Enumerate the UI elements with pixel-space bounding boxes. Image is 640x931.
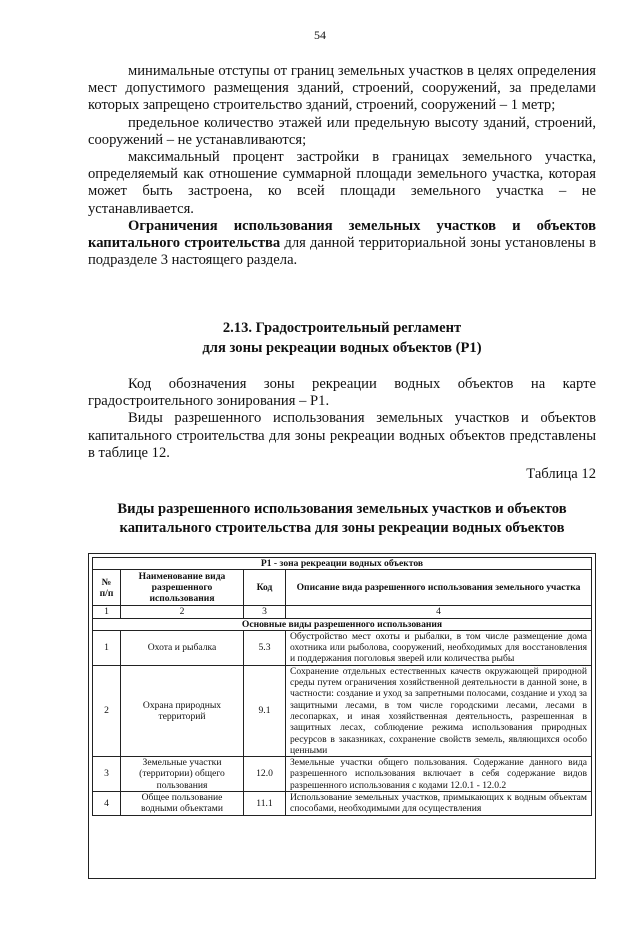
section-heading-line1: 2.13. Градостроительный регламент bbox=[222, 320, 462, 336]
section-row bbox=[93, 618, 592, 630]
row-name: Охрана природных территорий bbox=[121, 665, 244, 756]
row-code: 5.3 bbox=[244, 630, 286, 665]
row-desc: Земельные участки общего пользования. Содержание данного вида разрешенного использования включает в себя содержание видов разрешенного использования с кодами 12.0.1 - 12.0.2 bbox=[286, 757, 592, 792]
row-num: 4 bbox=[93, 792, 121, 816]
table-row bbox=[93, 630, 592, 665]
row-code: 9.1 bbox=[244, 665, 286, 756]
intro-block bbox=[88, 63, 596, 269]
zone-header-row bbox=[93, 558, 592, 570]
row-num: 1 bbox=[93, 630, 121, 665]
paragraph-floors: предельное количество этажей или предельную высоту зданий, строений, сооружений – не устанавливаются; bbox=[88, 114, 596, 148]
section-heading-line2: для зоны рекреации водных объектов (Р1) bbox=[202, 340, 482, 356]
paragraph-zone-code: Код обозначения зоны рекреации водных объектов на карте градостроительного зонирования – Р1. bbox=[88, 376, 596, 410]
header-desc: Описание вида разрешенного использования земельного участка bbox=[286, 570, 592, 606]
row-desc: Сохранение отдельных естественных качеств окружающей природной среды путем ограничения хозяйственной деятельности в данной зоне, в частности: создание и уход за запретными полосами, создание и уход за защитными лесами, в том числе городскими лесами, лесами в лесопарках, и иная хозяйственная деятельность, разрешенная в защитных лесах, соблюдение режима использования природных ресурсов в заказниках, сохранение свойств земель, являющихся особо ценными bbox=[286, 665, 592, 756]
table-row bbox=[93, 757, 592, 792]
index-cell: 3 bbox=[244, 606, 286, 618]
row-desc: Использование земельных участков, примыкающих к водным объектам способами, необходимыми для осуществления bbox=[286, 792, 592, 816]
section-row-label: Основные виды разрешенного использования bbox=[93, 618, 592, 630]
table-row bbox=[93, 792, 592, 816]
header-num: № п/п bbox=[93, 570, 121, 606]
table-title-line2: капитального строительства для зоны рекреации водных объектов bbox=[119, 520, 565, 536]
section-body bbox=[88, 376, 596, 462]
index-cell: 1 bbox=[93, 606, 121, 618]
paragraph-min-setbacks: минимальные отступы от границ земельных участков в целях определения мест допустимого размещения зданий, строений, сооружений, за пределами которых запрещено строительство зданий, строений, сооружений – 1 метр; bbox=[88, 63, 596, 114]
paragraph-restrictions bbox=[88, 218, 596, 270]
usage-table-frame bbox=[88, 553, 596, 879]
row-num: 3 bbox=[93, 757, 121, 792]
row-code: 12.0 bbox=[244, 757, 286, 792]
header-name: Наименование вида разрешенного использования bbox=[121, 570, 244, 606]
row-name: Земельные участки (территории) общего пользования bbox=[121, 757, 244, 792]
section-heading bbox=[88, 318, 596, 358]
index-cell: 4 bbox=[286, 606, 592, 618]
restrictions-rest-text: для данной территориальной зоны установлены в подразделе 3 настоящего раздела. bbox=[88, 235, 596, 269]
row-desc: Обустройство мест охоты и рыбалки, в том числе размещение дома охотника или рыболова, сооружений, необходимых для восстановления и поддержания поголовья зверей или количества рыбы bbox=[286, 630, 592, 665]
restrictions-bold-text: Ограничения использования земельных участков и объектов капитального строительства bbox=[88, 217, 596, 252]
zone-header-cell: Р1 - зона рекреации водных объектов bbox=[93, 558, 592, 570]
row-name: Охота и рыбалка bbox=[121, 630, 244, 665]
paragraph-usage-types: Виды разрешенного использования земельных участков и объектов капитального строительства для зоны рекреации водных объектов представлены в таблице 12. bbox=[88, 410, 596, 461]
column-header-row bbox=[93, 570, 592, 606]
page-number: 54 bbox=[314, 28, 326, 42]
usage-table bbox=[92, 557, 592, 816]
table-label: Таблица 12 bbox=[526, 466, 596, 482]
column-index-row bbox=[93, 606, 592, 618]
row-code: 11.1 bbox=[244, 792, 286, 816]
index-cell: 2 bbox=[121, 606, 244, 618]
table-title bbox=[88, 500, 596, 538]
row-name: Общее пользование водными объектами bbox=[121, 792, 244, 816]
paragraph-max-coverage: максимальный процент застройки в границах земельного участка, определяемый как отношение суммарной площади земельного участка, которая может быть застроена, ко всей площади земельного участка – не устанавливается. bbox=[88, 149, 596, 217]
header-code: Код bbox=[244, 570, 286, 606]
table-title-line1: Виды разрешенного использования земельных участков и объектов bbox=[117, 501, 567, 517]
table-row bbox=[93, 665, 592, 756]
row-num: 2 bbox=[93, 665, 121, 756]
